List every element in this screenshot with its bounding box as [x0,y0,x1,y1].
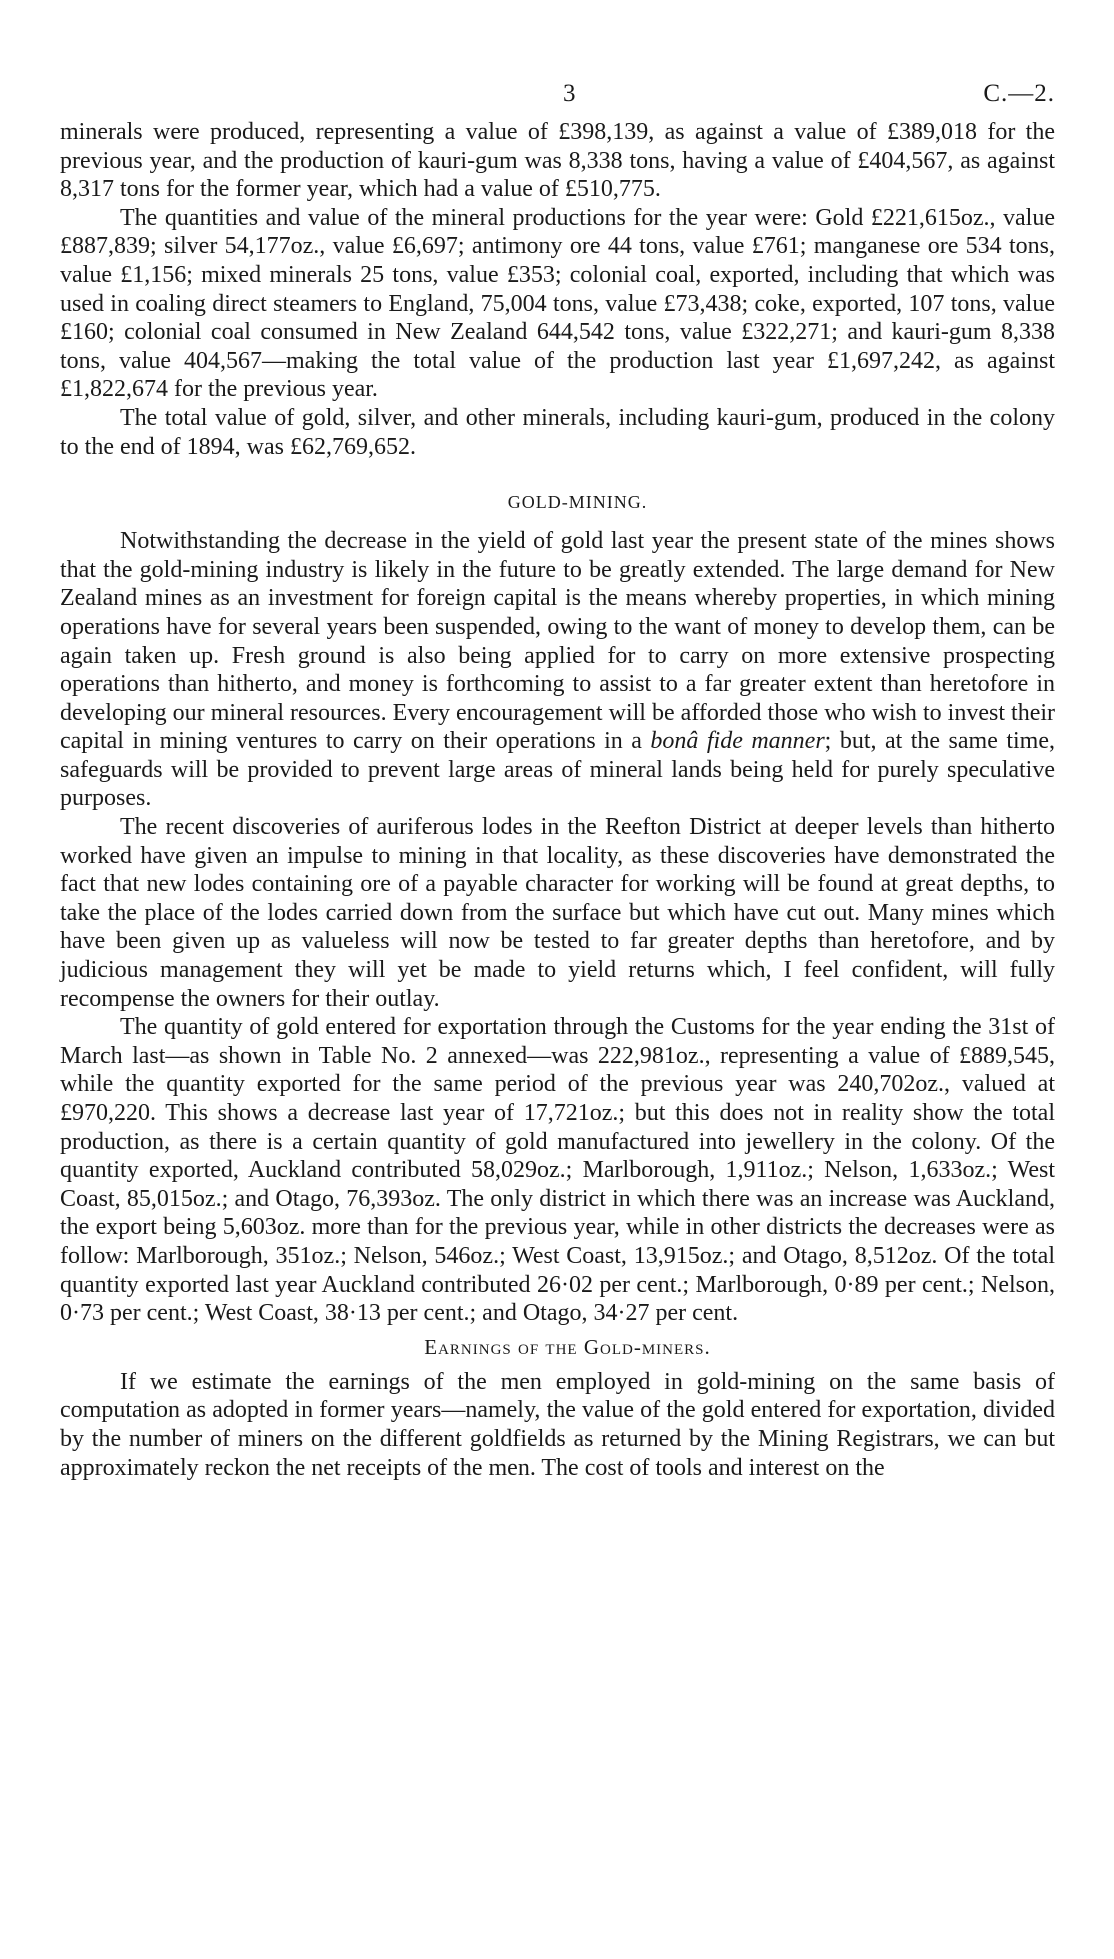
intro-paragraph-3: The total value of gold, silver, and other minerals, including kauri-gum, produced in the colony to the end of 1894, was £62,769,652. [60,404,1055,460]
gold-mining-paragraph-1-text: Notwithstanding the decrease in the yield of gold last year the present state of the mines shows that the gold-mining industry is likely in the future to be greatly extended. The large demand for New Zealand mines as an investment for foreign capital is the means whereby properties, in which mining operations have for several years been suspended, owing to the want of money to develop them, can be again taken up. Fresh ground is also being applied for to carry on more extensive prospecting operations than hitherto, and money is forthcoming to assist to a far greater extent than heretofore in developing our mineral resources. Every encouragement will be afforded those who wish to invest their capital in mining ventures to carry on their operations in a [60,528,1055,755]
page-number: 3 [563,80,577,107]
gold-mining-paragraph-1-text-end: ; but, at the same time, safeguards will be provided to prevent large areas of mineral lands being held for purely speculative purposes. [60,728,1055,812]
intro-section [60,118,1055,461]
section-heading-gold-mining: GOLD-MINING. [507,492,648,513]
document-reference: C.—2. [983,80,1055,107]
gold-mining-paragraph-2: The recent discoveries of auriferous lodes in the Reefton District at deeper levels than hitherto worked have given an impulse to mining in that locality, as these discoveries have demonstrated the fact that new lodes containing ore of a payable character for working will be found at great depths, to take the place of the lodes carried down from the surface but which have cut out. Many mines which have been given up as valueless will now be tested to far greater depths than heretofore, and by judicious management they will yet be made to yield returns which, I feel confident, will fully recompense the owners for their outlay. [60,814,1055,1012]
section-heading-earnings: Earnings of the Gold-miners. [424,1334,711,1359]
intro-paragraph-1: minerals were produced, representing a value of £398,139, as against a value of £389,018 for the previous year, and the production of kauri-gum was 8,338 tons, having a value of £404,567, as against 8,317 tons for the former year, which had a value of £510,775. [60,119,1055,203]
intro-paragraph-2: The quantities and value of the mineral productions for the year were: Gold £221,615oz., value £887,839; silver 54,177oz., value £6,697; antimony ore 44 tons, value £761; manganese ore 534 tons, value £1,156; mixed minerals 25 tons, value £353; colonial coal, exported, including that which was used in coaling direct steamers to England, 75,004 tons, value £73,438; coke, exported, 107 tons, value £160; colonial coal consumed in New Zealand 644,542 tons, value £322,271; and kauri-gum 8,338 tons, value 404,567—making the total value of the production last year £1,697,242, as against £1,822,674 for the previous year. [60,204,1055,403]
document-page [60,0,1055,1482]
gold-mining-paragraph-3: The quantity of gold entered for exportation through the Customs for the year ending the 31st of March last—as shown in Table No. 2 annexed—was 222,981oz., representing a value of £889,545, while the quantity exported for the same period of the previous year was 240,702oz., valued at £970,220. This shows a decrease last year of 17,721oz.; but this does not in reality show the total production, as there is a certain quantity of gold manufactured into jewellery in the colony. Of the quantity exported, Auckland contributed 58,029oz.; Marlborough, 1,911oz.; Nelson, 1,633oz.; West Coast, 85,015oz.; and Otago, 76,393oz. The only district in which there was an increase was Auckland, the export being 5,603oz. more than for the previous year, while in other districts the decreases were as follow: Marlborough, 351oz.; Nelson, 546oz.; West Coast, 13,915oz.; and Otago, 8,512oz. Of the total quantity exported last year Auckland contributed 26·02 per cent.; Marlborough, 0·89 per cent.; Nelson, 0·73 per cent.; West Coast, 38·13 per cent.; and Otago, 34·27 per cent. [60,1014,1055,1327]
gold-mining-section [60,487,1055,1328]
page-header [60,0,1055,118]
earnings-paragraph-1: If we estimate the earnings of the men employed in gold-mining on the same basis of computation as adopted in former years—namely, the value of the gold entered for exportation, divided by the number of miners on the different goldfields as returned by the Mining Registrars, we can but approximately reckon the net receipts of the men. The cost of tools and interest on the [60,1368,1055,1481]
gold-mining-paragraph-1 [60,527,1055,813]
gold-mining-paragraph-1-italic: bonâ fide manner [650,728,825,755]
earnings-section [60,1332,1055,1482]
